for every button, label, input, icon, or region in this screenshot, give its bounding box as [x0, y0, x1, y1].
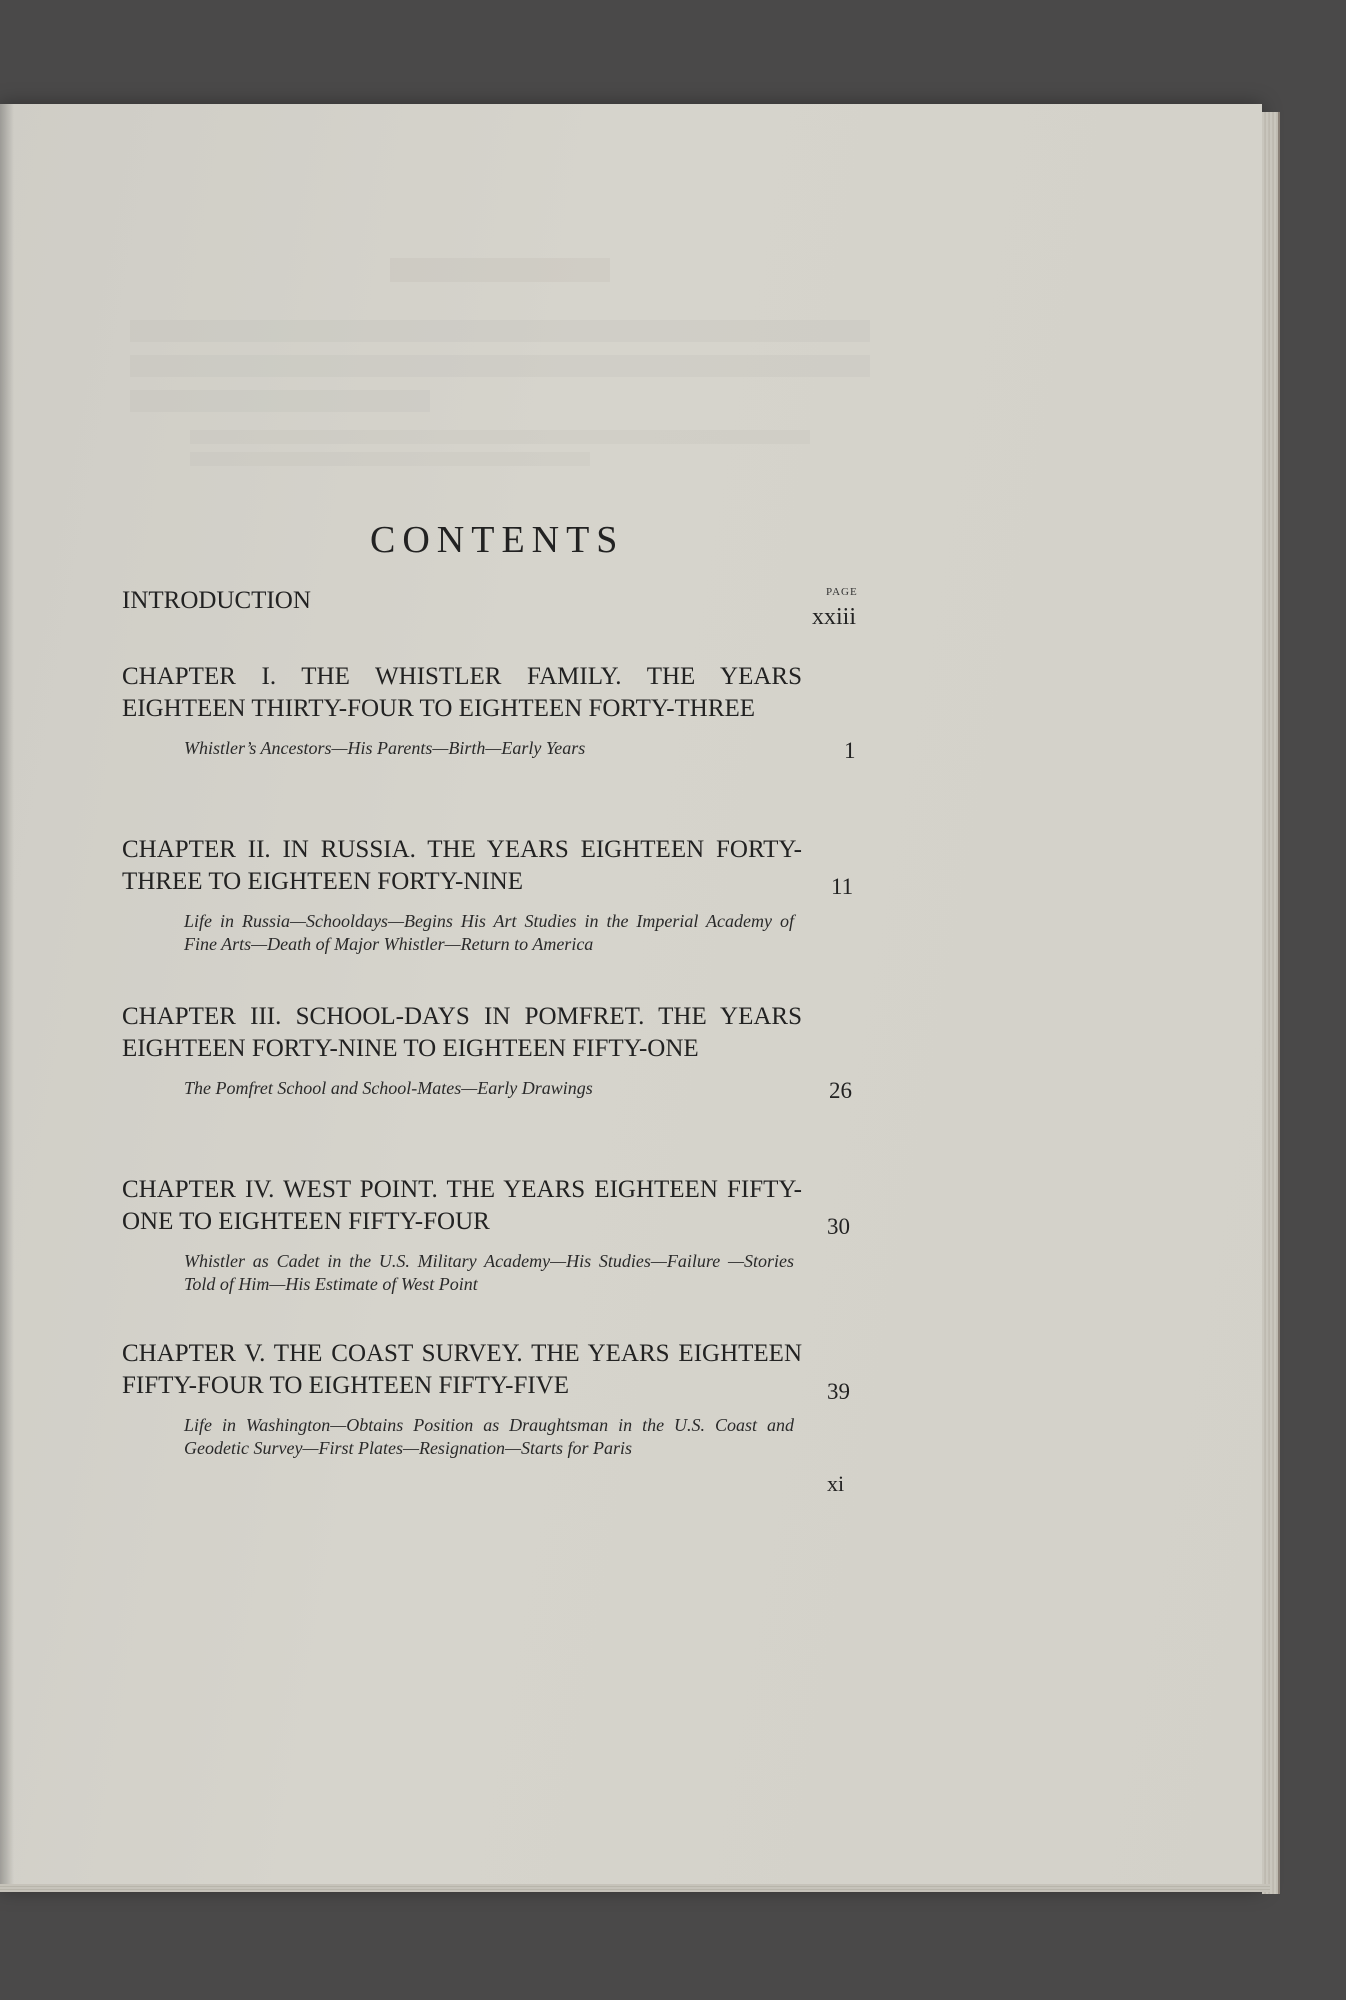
show-through-line	[130, 390, 430, 412]
page-column-label: PAGE	[826, 586, 858, 598]
page-title: CONTENTS	[370, 519, 625, 561]
show-through-line	[190, 430, 810, 444]
chapter-page-number: 26	[829, 1078, 852, 1103]
gutter-shadow	[0, 104, 14, 1890]
chapter-title: CHAPTER III. SCHOOL-DAYS IN POMFRET. THE YEARS EIGHTEEN FORTY-NINE TO EIGHTEEN FIFTY-ONE	[122, 1003, 802, 1062]
toc-entry-chapter-1	[122, 661, 802, 760]
show-through-line	[190, 452, 590, 466]
chapter-title: CHAPTER IV. WEST POINT. THE YEARS EIGHTEEN FIFTY-ONE TO EIGHTEEN FIFTY-FOUR	[122, 1176, 802, 1235]
show-through-line	[130, 355, 870, 377]
chapter-summary: Whistler as Cadet in the U.S. Military Academy—His Studies—Failure —Stories Told of Him—His Estimate of West Point	[184, 1251, 794, 1294]
chapter-summary: Life in Russia—Schooldays—Begins His Art Studies in the Imperial Academy of Fine Arts—Death of Major Whistler—Return to America	[184, 911, 794, 954]
chapter-title: CHAPTER I. THE WHISTLER FAMILY. THE YEARS EIGHTEEN THIRTY-FOUR TO EIGHTEEN FORTY-THREE	[122, 663, 802, 722]
chapter-summary: Life in Washington—Obtains Position as Draughtsman in the U.S. Coast and Geodetic Survey—First Plates—Resignation—Starts for Paris	[184, 1415, 794, 1458]
chapter-title: CHAPTER II. IN RUSSIA. THE YEARS EIGHTEEN FORTY-THREE TO EIGHTEEN FORTY-NINE	[122, 836, 802, 895]
page-stack-bottom-edge	[0, 1884, 1270, 1892]
chapter-summary: Whistler’s Ancestors—His Parents—Birth—Early Years	[184, 738, 586, 758]
toc-entry-chapter-4	[122, 1174, 802, 1296]
introduction-page-number: xxiii	[812, 604, 857, 630]
chapter-title: CHAPTER V. THE COAST SURVEY. THE YEARS EIGHTEEN FIFTY-FOUR TO EIGHTEEN FIFTY-FIVE	[122, 1340, 802, 1399]
chapter-summary: The Pomfret School and School-Mates—Early Drawings	[184, 1078, 593, 1098]
show-through-line	[390, 258, 610, 282]
page-stack-edge	[1262, 112, 1280, 1894]
chapter-page-number: 39	[827, 1379, 850, 1404]
toc-entry-chapter-3	[122, 1001, 802, 1100]
chapter-page-number: 30	[827, 1214, 850, 1239]
chapter-page-number: 11	[831, 874, 854, 899]
show-through-line	[130, 320, 870, 342]
folio-page-number: xi	[827, 1471, 845, 1496]
toc-entry-chapter-2	[122, 834, 802, 956]
toc-entry-chapter-5	[122, 1338, 802, 1460]
introduction-title: INTRODUCTION	[122, 587, 311, 614]
chapter-page-number: 1	[844, 738, 856, 763]
